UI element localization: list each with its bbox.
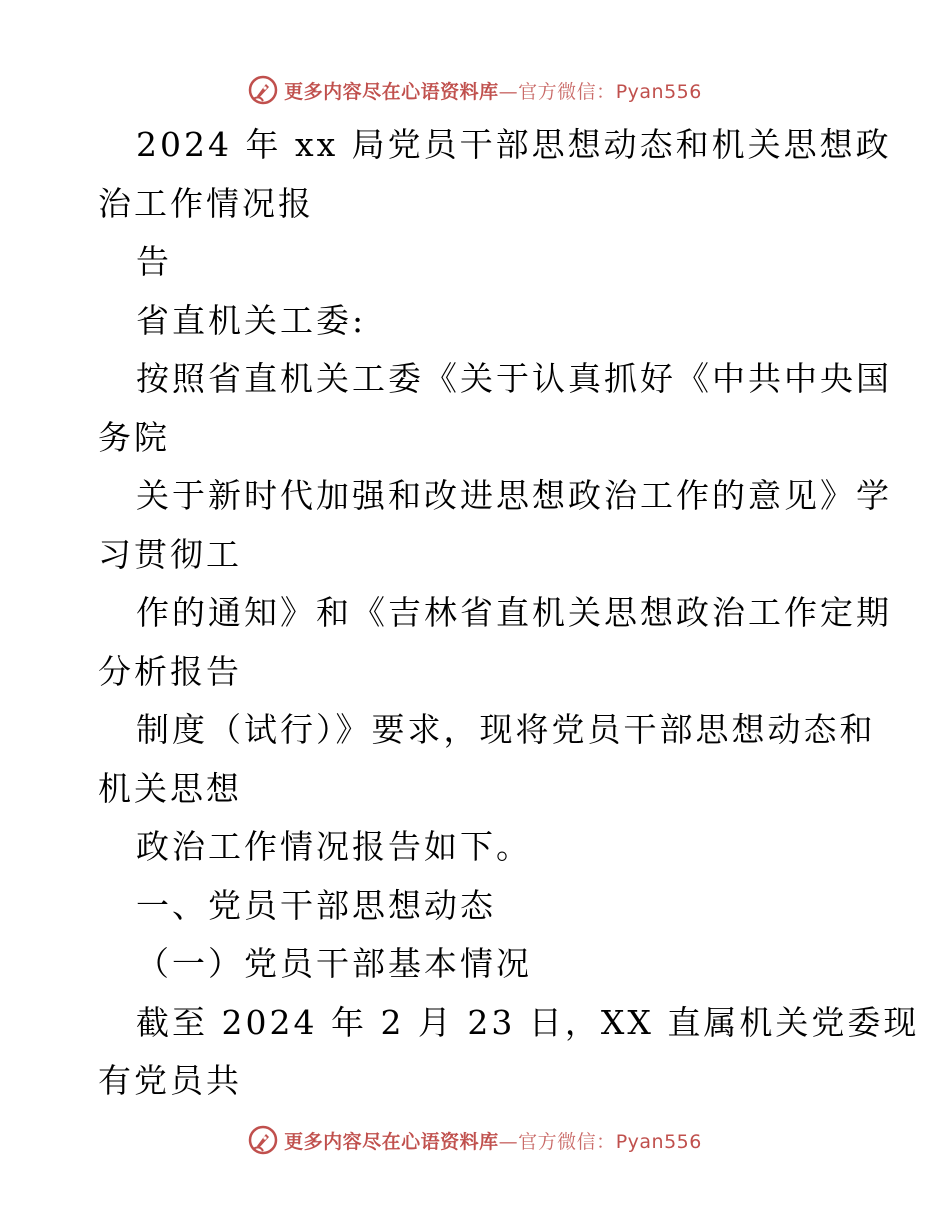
doc-line-title-1: 2024 年 xx 局党员干部思想动态和机关思想政	[136, 125, 892, 164]
doc-line-title-2: 治工作情况报	[98, 183, 314, 223]
doc-line: 机关思想	[98, 768, 242, 808]
section-heading: 一、党员干部思想动态	[136, 885, 496, 925]
doc-line-addressee: 省直机关工委:	[136, 300, 367, 340]
doc-line: 分析报告	[98, 651, 242, 691]
banner-library-text: 更多内容尽在心语资料库	[284, 1130, 499, 1153]
banner-text	[284, 77, 702, 104]
banner-wechat-id: Pyan556	[615, 80, 702, 103]
footer-banner	[0, 1122, 950, 1158]
doc-line: 政治工作情况报告如下。	[136, 827, 532, 866]
header-banner	[0, 72, 950, 108]
doc-line-title-3: 告	[136, 242, 172, 281]
subsection-heading: （一）党员干部基本情况	[136, 944, 532, 983]
pen-nib-logo-icon	[248, 75, 278, 105]
banner-text	[284, 1127, 702, 1154]
doc-line: 按照省直机关工委《关于认真抓好《中共中央国	[136, 359, 892, 398]
doc-line: 习贯彻工	[98, 534, 242, 574]
doc-line: 关于新时代加强和改进思想政治工作的意见》学	[136, 476, 892, 515]
banner-library-text: 更多内容尽在心语资料库	[284, 80, 499, 103]
banner-wechat-id: Pyan556	[615, 1130, 702, 1153]
pen-nib-logo-icon	[248, 1125, 278, 1155]
doc-line: 作的通知》和《吉林省直机关思想政治工作定期	[136, 593, 892, 632]
doc-line: 务院	[98, 417, 170, 457]
doc-line: 制度（试行）》要求，现将党员干部思想动态和	[136, 710, 876, 749]
banner-wechat-label: —官方微信：	[498, 1130, 616, 1153]
banner-wechat-label: —官方微信：	[498, 80, 616, 103]
doc-line: 有党员共	[98, 1061, 242, 1100]
doc-line: 截至 2024 年 2 月 23 日，XX 直属机关党委现	[136, 1002, 920, 1042]
document-body	[98, 116, 920, 1111]
